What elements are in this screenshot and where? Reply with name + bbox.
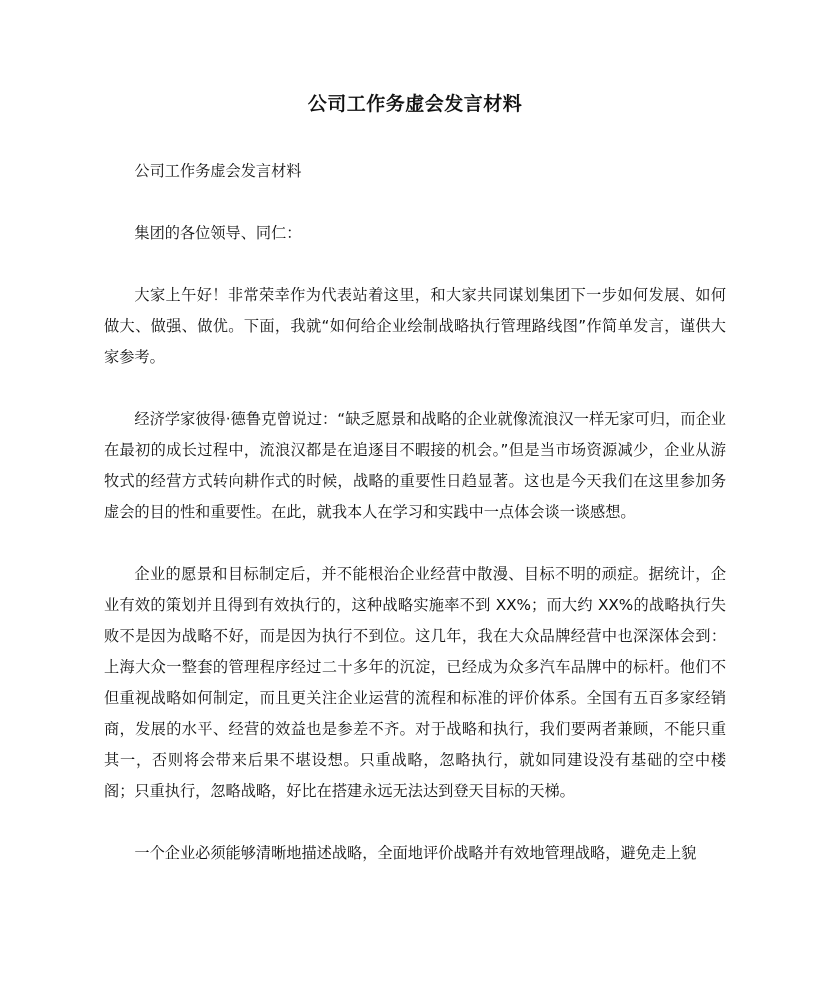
paragraph-strategy-execution: 企业的愿景和目标制定后，并不能根治企业经营中散漫、目标不明的顽症。据统计，企业有效的策划并且得到有效执行的，这种战略实施率不到 XX%；而大约 XX%的战略执行失败不是因为战略不好，而是因为执行不到位。这几年，我在大众品牌经营中也深深体会到：上海大众一整套的管理程序经过二十多年的沉淀，已经成为众多汽车品牌中的标杆。他们不但重视战略如何制定，而且更关注企业运营的流程和标准的评价体系。全国有五百多家经销商，发展的水平、经营的效益也是参差不齐。对于战略和执行，我们要两者兼顾，不能只重其一，否则将会带来后果不堪设想。只重战略，忽略执行，就如同建设没有基础的空中楼阁；只重执行，忽略战略，好比在搭建永远无法达到登天目标的天梯。	[104, 565, 726, 800]
paragraph-closing-partial: 一个企业必须能够清晰地描述战略，全面地评价战略并有效地管理战略，避免走上貌	[134, 844, 697, 862]
paragraph-salutation: 集团的各位领导、同仁：	[134, 224, 302, 242]
document-body	[104, 156, 726, 869]
paragraph-drucker-quote: 经济学家彼得·德鲁克曾说过：“缺乏愿景和战略的企业就像流浪汉一样无家可归，而企业在最初的成长过程中，流浪汉都是在追逐目不暇接的机会。”但是当市场资源减少，企业从游牧式的经营方式转向耕作式的时候，战略的重要性日趋显著。这也是今天我们在这里参加务虚会的目的性和重要性。在此，就我本人在学习和实践中一点体会谈一谈感想。	[104, 410, 726, 521]
paragraph-greeting: 大家上午好！非常荣幸作为代表站着这里，和大家共同谋划集团下一步如何发展、如何做大、做强、做优。下面，我就“如何给企业绘制战略执行管理路线图”作简单发言，谨供大家参考。	[104, 286, 726, 366]
document-title: 公司工作务虚会发言材料	[307, 93, 523, 115]
paragraph-subtitle: 公司工作务虚会发言材料	[134, 162, 302, 180]
